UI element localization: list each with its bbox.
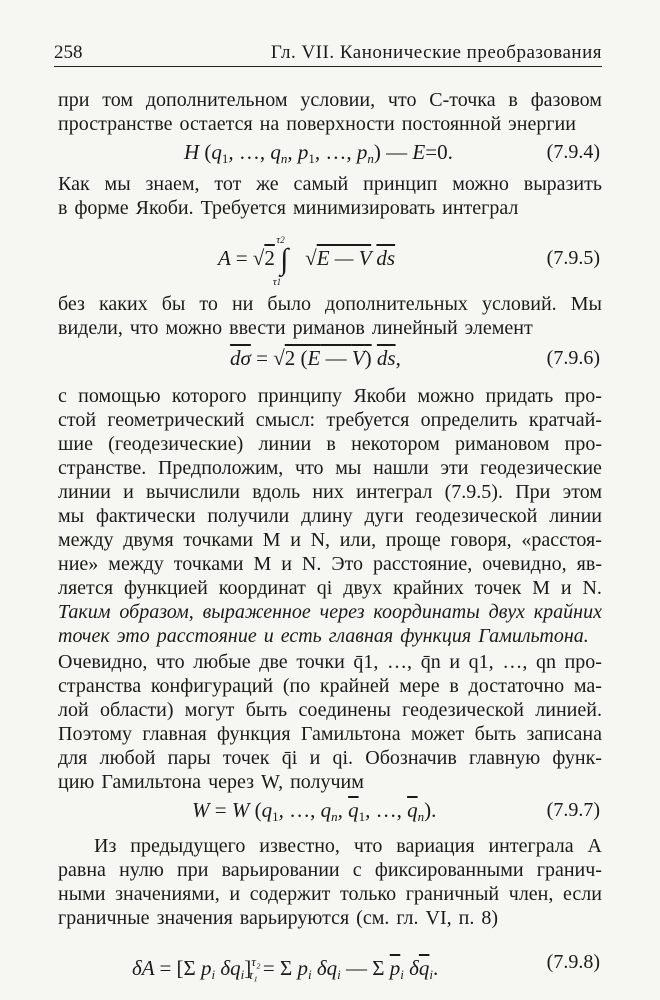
equation-number: (7.9.7) [546, 799, 600, 821]
text-line: Поэтому главная функция Гамильтона может быть записана [58, 723, 602, 745]
text-line: цию Гамильтона через W, получим [58, 771, 364, 793]
text-line: видели, что можно ввести риманов линейный элемент [58, 317, 533, 339]
equation-formula: $\overline{d\sigma} = √2$ (E — V) $\overline{ds}$, [230, 346, 401, 370]
text-line: странства конфигураций (по крайней мере в достаточно ма- [58, 675, 602, 697]
equation-7-9-6 [58, 338, 602, 378]
text-line: мы фактически получили длину дуги геодезической линии [58, 505, 602, 527]
page-number: 258 [54, 42, 83, 63]
text-line: странстве. Предположим, что мы нашли эти геодезические [58, 457, 602, 479]
equation-formula: H ($q_1$, …, $q_n$, $p_1$, …, $p_n$) — E=0. [184, 140, 453, 166]
text-line: с помощью которого принципу Якоби можно придать про- [58, 385, 602, 407]
equation-number: (7.9.4) [546, 141, 600, 163]
equation-7-9-7 [58, 790, 602, 830]
text-line: Очевидно, что любые две точки q̄1, …, q̄n и q1, …, qn про- [58, 651, 602, 673]
text-line: между двумя точками M и N, или, проще говоря, «расстоя- [58, 529, 602, 551]
text-line: ние» между точками M и N. Это расстояние, очевидно, яв- [58, 553, 602, 575]
text-line: линии и вычислили вдоль них интеграл (7.9.5). При этом [58, 481, 602, 503]
equation-7-9-4 [58, 132, 602, 172]
equation-formula: W = W ($q_1$, …, $q_n$, $\overline{q}_1$, …, $\overline{q}_n$). [192, 798, 437, 824]
equation-number: (7.9.6) [546, 347, 600, 369]
text-line: ными значениями, и содержит только граничный член, если [58, 883, 602, 905]
text-line: Как мы знаем, тот же самый принцип можно выразить [58, 173, 602, 195]
text-line: ляется функцией координат qi двух крайних точек M и N. [58, 577, 602, 599]
equation-formula: δA = [Σ $p_i$ $\delta q_i]^{\tau_2}_{\tau_1} = \Sigma$ $p_i$ $\delta q_i$ — Σ $\overline{p}_i$ $\delta\overline{q}_i$. [132, 954, 439, 982]
text-line: при том дополнительном условии, что C-точка в фазовом [58, 89, 602, 111]
text-line: равна нулю при варьировании с фиксированными гранич- [58, 859, 602, 881]
text-line: в форме Якоби. Требуется минимизировать интеграл [58, 197, 519, 219]
text-line: без каких бы то ни было дополнительных условий. Мы [58, 293, 602, 315]
text-line: стой геометрический смысл: требуется определить кратчай- [58, 409, 602, 431]
text-line-italic: Таким образом, выраженное через координаты двух крайних [58, 601, 602, 623]
equation-number: (7.9.5) [546, 247, 600, 269]
text-line: пространстве остается на поверхности постоянной энергии [58, 113, 576, 135]
page-header [54, 40, 602, 67]
equation-formula: A = √2 ∫$^{\tau 2}_{\tau 1}$√E — V $\overline{ds}$ [218, 234, 396, 288]
equation-7-9-8 [58, 942, 602, 982]
equation-number: (7.9.8) [546, 951, 600, 973]
running-title: Гл. VII. Канонические преобразования [270, 42, 602, 63]
text-line: лой области) могут быть соединены геодезической линией. [58, 699, 602, 721]
text-line: Из предыдущего известно, что вариация интеграла A [94, 835, 602, 857]
text-line: шие (геодезические) линии в некотором римановом про- [58, 433, 602, 455]
text-line-italic: точек это расстояние и есть главная функция Гамильтона. [58, 625, 589, 647]
text-line: для любой пары точек q̄i и qi. Обозначив главную функ- [58, 747, 602, 769]
equation-7-9-5 [58, 234, 602, 288]
text-line: граничные значения варьируются (см. гл. VI, п. 8) [58, 907, 499, 929]
